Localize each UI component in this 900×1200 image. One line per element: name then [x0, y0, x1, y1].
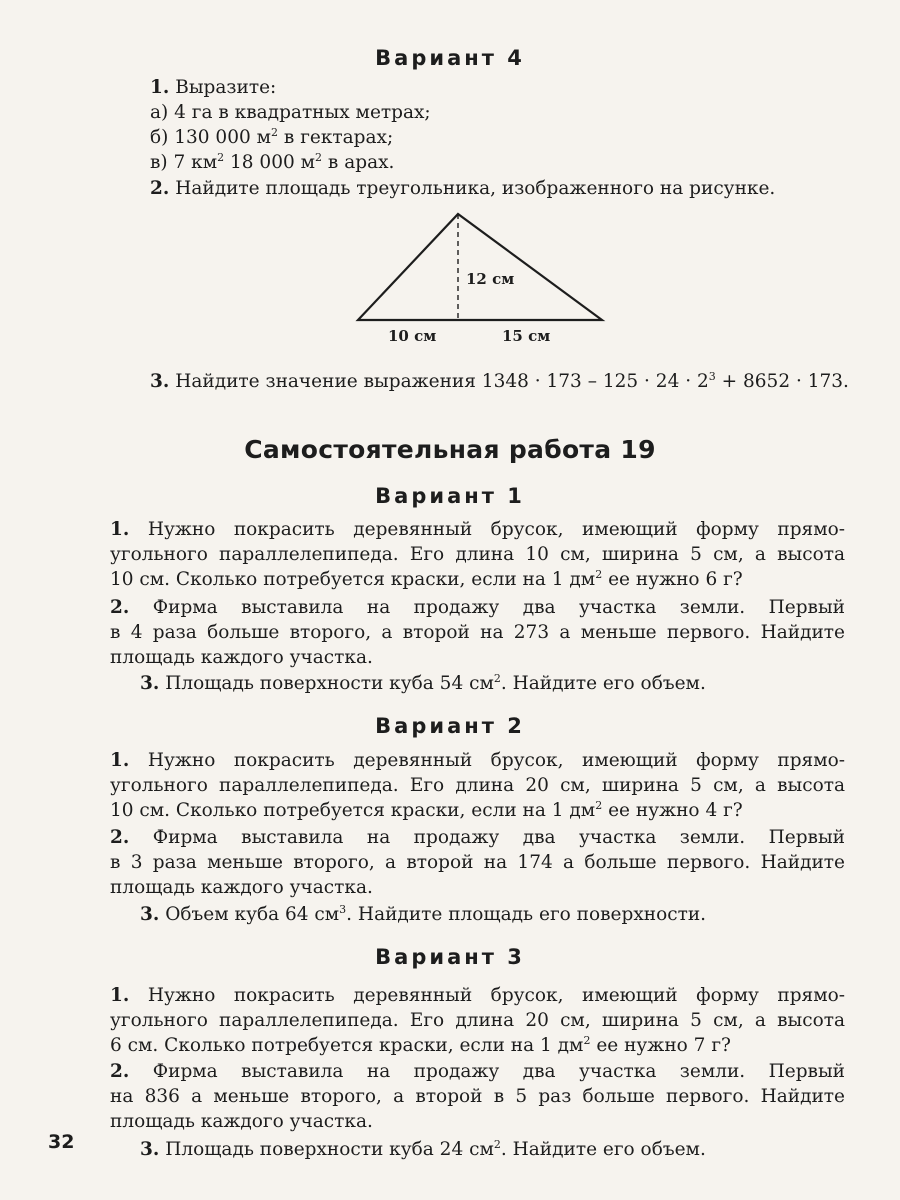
v2-task2-line2: в 3 раза меньше второго, а второй на 174 а больше первого. Найдите [110, 852, 845, 873]
triangle-figure [350, 208, 610, 328]
v4-task1-b-pre: б) 130 000 м [150, 127, 272, 148]
v4-task1-c-sup2: 2 [315, 151, 323, 164]
v4-task3-post: + 8652 · 173. [715, 371, 849, 392]
task-number: 3. [140, 673, 160, 694]
page-number: 32 [48, 1131, 75, 1153]
v3-task1-line1: 1. Нужно покрасить деревянный брусок, имеющий форму прямо- [110, 985, 845, 1006]
v1-task1-line3-pre: 10 см. Сколько потребуется краски, если на 1 дм [110, 569, 596, 590]
triangle-height-label: 12 см [466, 270, 515, 288]
task-number: 3. [150, 371, 170, 392]
v3-task3-post: . Найдите его объем. [500, 1139, 706, 1160]
triangle-right-base-label: 15 см [502, 327, 551, 345]
v1-task2-line1: 2. Фирма выставила на продажу два участка земли. Первый [110, 597, 845, 618]
v1-task1-line3 [110, 568, 743, 592]
v1-task3-post: . Найдите его объем. [500, 673, 706, 694]
task-number: 2. [110, 597, 130, 618]
v1-task1-line1: 1. Нужно покрасить деревянный брусок, имеющий форму прямо- [110, 519, 845, 540]
task-number: 3. [140, 904, 160, 925]
variant-4-title: Вариант 4 [375, 46, 525, 70]
v1-task3 [140, 672, 706, 696]
v4-task1-c-sup1: 2 [217, 151, 225, 164]
v4-task1-b-sup: 2 [271, 126, 279, 139]
v3-task1-line3-pre: 6 см. Сколько потребуется краски, если на 1 дм [110, 1035, 584, 1056]
triangle-left-base-label: 10 см [388, 327, 437, 345]
v2-task3-post: . Найдите площадь его поверхности. [346, 904, 707, 925]
v2-task3-pre: 3. Объем куба 64 см [140, 904, 340, 925]
v1-task3-sup: 2 [493, 672, 501, 685]
v2-task3 [140, 903, 706, 927]
v1-task2-line3: площадь каждого участка. [110, 647, 373, 668]
v2-task1-line3-pre: 10 см. Сколько потребуется краски, если на 1 дм [110, 800, 596, 821]
v4-task1-c-mid: 18 000 м [224, 152, 316, 173]
task-number: 1. [110, 519, 130, 540]
v3-task3-sup: 2 [493, 1138, 501, 1151]
v4-task1-b [150, 126, 393, 150]
v2-task1-line3-post: ее нужно 4 г? [602, 800, 743, 821]
variant-1-title: Вариант 1 [375, 484, 525, 508]
variant-2-title: Вариант 2 [375, 714, 525, 738]
v4-task1-heading: 1. Выразите: [150, 77, 277, 98]
v4-task3-pre: 3. Найдите значение выражения 1348 · 173 – 125 · 24 · 2 [150, 371, 709, 392]
v4-task1-c-post: в арах. [322, 152, 395, 173]
v2-task1-line3-sup: 2 [595, 799, 603, 812]
triangle-outline [358, 214, 602, 320]
v3-task3-pre: 3. Площадь поверхности куба 24 см [140, 1139, 494, 1160]
v2-task1-line1: 1. Нужно покрасить деревянный брусок, имеющий форму прямо- [110, 750, 845, 771]
v1-task3-pre: 3. Площадь поверхности куба 54 см [140, 673, 494, 694]
v4-task1-c [150, 151, 394, 175]
v2-task2-line3: площадь каждого участка. [110, 877, 373, 898]
task-number: 1. [110, 985, 130, 1006]
v3-task1-line3 [110, 1034, 731, 1058]
v4-task3-sup: 3 [708, 370, 716, 383]
variant-3-title: Вариант 3 [375, 945, 525, 969]
task-number: 2. [110, 1061, 130, 1082]
v1-task2-line2: в 4 раза больше второго, а второй на 273 а меньше первого. Найдите [110, 622, 845, 643]
v2-task2-line1: 2. Фирма выставила на продажу два участка земли. Первый [110, 827, 845, 848]
task-number: 2. [110, 827, 130, 848]
v4-task2: 2. Найдите площадь треугольника, изображенного на рисунке. [150, 178, 776, 199]
task-number: 3. [140, 1139, 160, 1160]
v1-task1-line3-sup: 2 [595, 568, 603, 581]
v2-task1-line2: угольного параллелепипеда. Его длина 20 см, ширина 5 см, а высота [110, 775, 845, 796]
v3-task1-line2: угольного параллелепипеда. Его длина 20 см, ширина 5 см, а высота [110, 1010, 845, 1031]
work-19-title: Самостоятельная работа 19 [244, 435, 656, 464]
v1-task1-line3-post: ее нужно 6 г? [602, 569, 743, 590]
v1-task1-line2: угольного параллелепипеда. Его длина 10 см, ширина 5 см, а высота [110, 544, 845, 565]
v2-task1-line3 [110, 799, 743, 823]
v4-task1-heading-text: Выразите: [175, 77, 277, 98]
v2-task3-sup: 3 [339, 903, 347, 916]
v4-task1-c-pre: в) 7 км [150, 152, 218, 173]
v3-task2-line1: 2. Фирма выставила на продажу два участка земли. Первый [110, 1061, 845, 1082]
v4-task1-a: а) 4 га в квадратных метрах; [150, 102, 431, 123]
v4-task1-b-post: в гектарах; [278, 127, 394, 148]
v3-task1-line3-post: ее нужно 7 г? [590, 1035, 731, 1056]
v3-task1-line3-sup: 2 [583, 1034, 591, 1047]
v3-task2-line3: площадь каждого участка. [110, 1111, 373, 1132]
task-number: 2. [150, 178, 170, 199]
v3-task2-line2: на 836 а меньше второго, а второй в 5 раз больше первого. Найдите [110, 1086, 845, 1107]
task-number: 1. [110, 750, 130, 771]
v4-task3 [150, 370, 849, 394]
v3-task3 [140, 1138, 706, 1162]
